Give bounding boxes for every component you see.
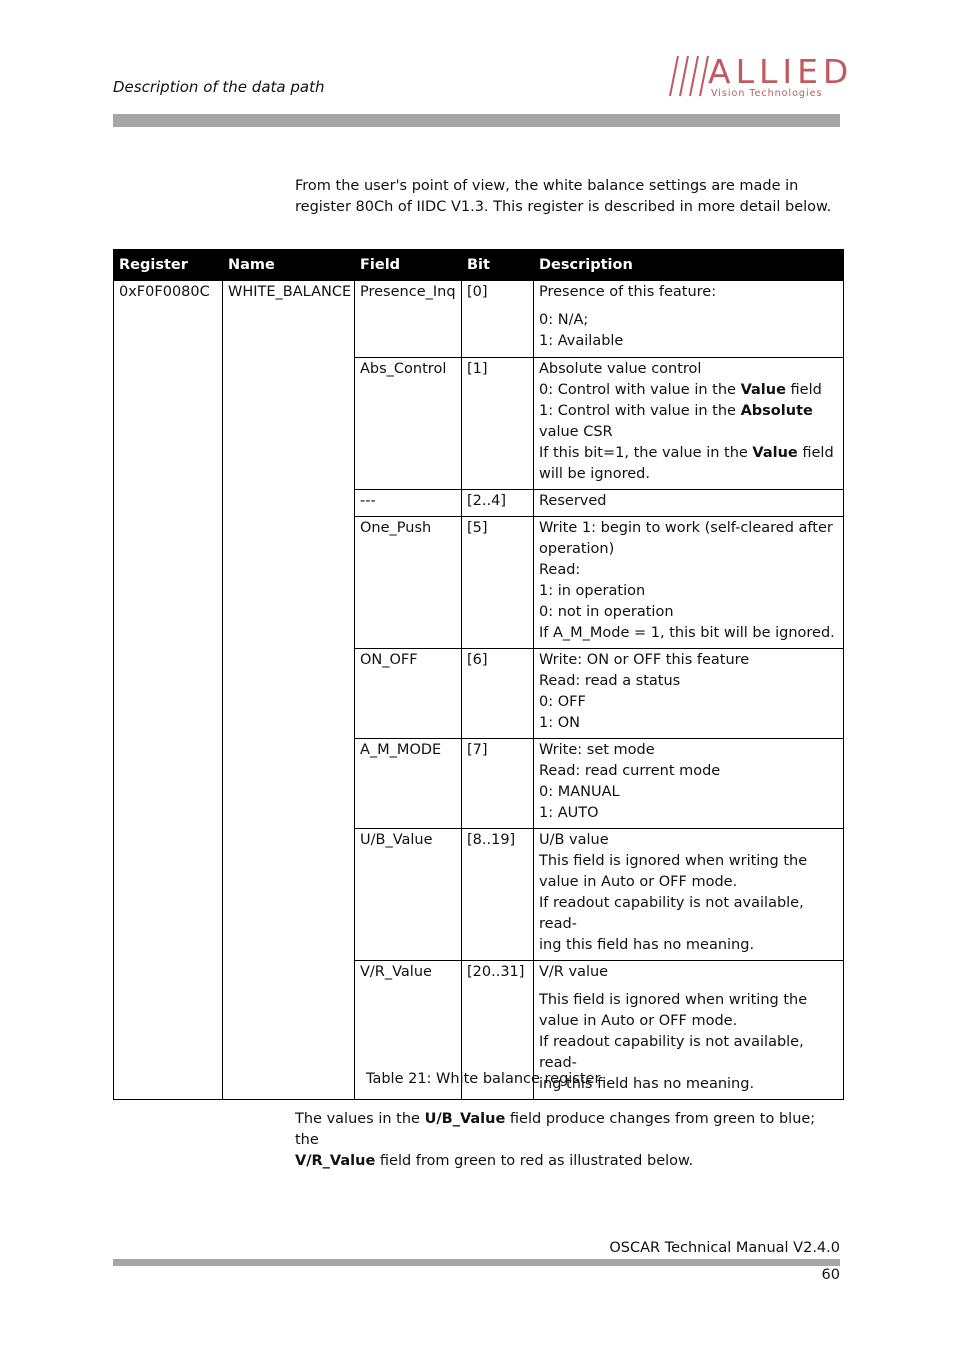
desc-line: Write: ON or OFF this feature [539,652,750,668]
bit-cell: [0] [462,281,534,358]
desc-line: operation) [539,541,615,557]
footer-rule [113,1259,840,1266]
footer-manual-title: OSCAR Technical Manual V2.4.0 [609,1240,840,1256]
header-bit: Bit [462,250,534,281]
field-cell: V/R_Value [355,961,462,1100]
outro-text: field from green to red as illustrated below. [375,1153,694,1169]
desc-line: will be ignored. [539,466,650,482]
field-cell: U/B_Value [355,829,462,961]
desc-line: Read: read current mode [539,763,721,779]
field-cell: ON_OFF [355,649,462,739]
register-cell: 0xF0F0080C [114,281,223,1100]
desc-text: If this bit=1, the value in the [539,445,753,461]
outro-bold-ub: U/B_Value [424,1111,506,1127]
logo-slashes-icon [668,54,712,100]
header-register: Register [114,250,223,281]
white-balance-register-table [113,249,844,1100]
outro-text: field produce changes from green to blue; the [295,1111,816,1148]
bit-cell: [8..19] [462,829,534,961]
outro-paragraph [295,1109,843,1172]
header-rule [113,114,840,127]
desc-line [539,401,838,422]
desc-line: value in Auto or OFF mode. [539,874,738,890]
desc-bold-text: Absolute [740,403,813,419]
description-cell [534,649,844,739]
header-field: Field [355,250,462,281]
desc-line: If readout capability is not available, read- [539,895,804,932]
desc-bold-text: Value [752,445,798,461]
desc-line: U/B value [539,832,609,848]
desc-line: This field is ignored when writing the [539,853,808,869]
desc-line: Write: set mode [539,742,655,758]
outro-text: The values in the [295,1111,425,1127]
name-cell: WHITE_BALANCE [223,281,355,1100]
logo-subtext: Vision Technologies [711,88,823,99]
running-header: Description of the data path [113,78,325,96]
bit-cell: [20..31] [462,961,534,1100]
description-cell [534,358,844,490]
desc-line: value CSR [539,424,613,440]
desc-line: Absolute value control [539,361,702,377]
table-header-row [114,250,844,281]
page-number: 60 [821,1267,840,1283]
field-cell: One_Push [355,517,462,649]
desc-line: ing this field has no meaning. [539,1076,755,1092]
desc-text: field [797,445,834,461]
desc-line: ing this field has no meaning. [539,937,755,953]
desc-text: field [785,382,822,398]
bit-cell: [6] [462,649,534,739]
desc-line: Read: read a status [539,673,681,689]
desc-line: 1: Available [539,333,624,349]
field-cell: A_M_MODE [355,739,462,829]
desc-text: 0: Control with value in the [539,382,741,398]
desc-line: This field is ignored when writing the [539,992,808,1008]
desc-line [539,380,838,401]
description-cell [534,739,844,829]
description-cell [534,281,844,358]
desc-line: If readout capability is not available, read- [539,1034,804,1071]
description-cell: Reserved [534,490,844,517]
allied-logo [668,52,854,102]
desc-line: 1: ON [539,715,580,731]
outro-bold-vr: V/R_Value [295,1153,376,1169]
desc-line: 0: N/A; [539,312,589,328]
desc-line [539,443,838,464]
table-row [114,281,844,358]
field-cell: Presence_Inq [355,281,462,358]
desc-text: 1: Control with value in the [539,403,741,419]
field-cell: --- [355,490,462,517]
bit-cell: [1] [462,358,534,490]
desc-line: 0: MANUAL [539,784,620,800]
desc-line: 0: not in operation [539,604,674,620]
desc-line: 1: AUTO [539,805,599,821]
intro-paragraph: From the user's point of view, the white balance settings are made in register 80Ch of IIDC V1.3. This register is described in more detail below. [295,178,832,215]
description-cell [534,829,844,961]
logo-wordmark: ALLIED [708,52,854,91]
desc-bold-text: Value [740,382,786,398]
desc-line: If A_M_Mode = 1, this bit will be ignored. [539,625,835,641]
desc-line: 1: in operation [539,583,646,599]
table-caption: Table 21: White balance register [366,1071,601,1087]
desc-line: value in Auto or OFF mode. [539,1013,738,1029]
desc-line: Presence of this feature: [539,284,717,300]
header-description: Description [534,250,844,281]
desc-line: 0: OFF [539,694,586,710]
bit-cell: [2..4] [462,490,534,517]
bit-cell: [7] [462,739,534,829]
description-cell [534,517,844,649]
desc-line: Write 1: begin to work (self-cleared after [539,520,833,536]
field-cell: Abs_Control [355,358,462,490]
desc-line: Read: [539,562,581,578]
desc-line: V/R value [539,964,609,980]
header-name: Name [223,250,355,281]
bit-cell: [5] [462,517,534,649]
